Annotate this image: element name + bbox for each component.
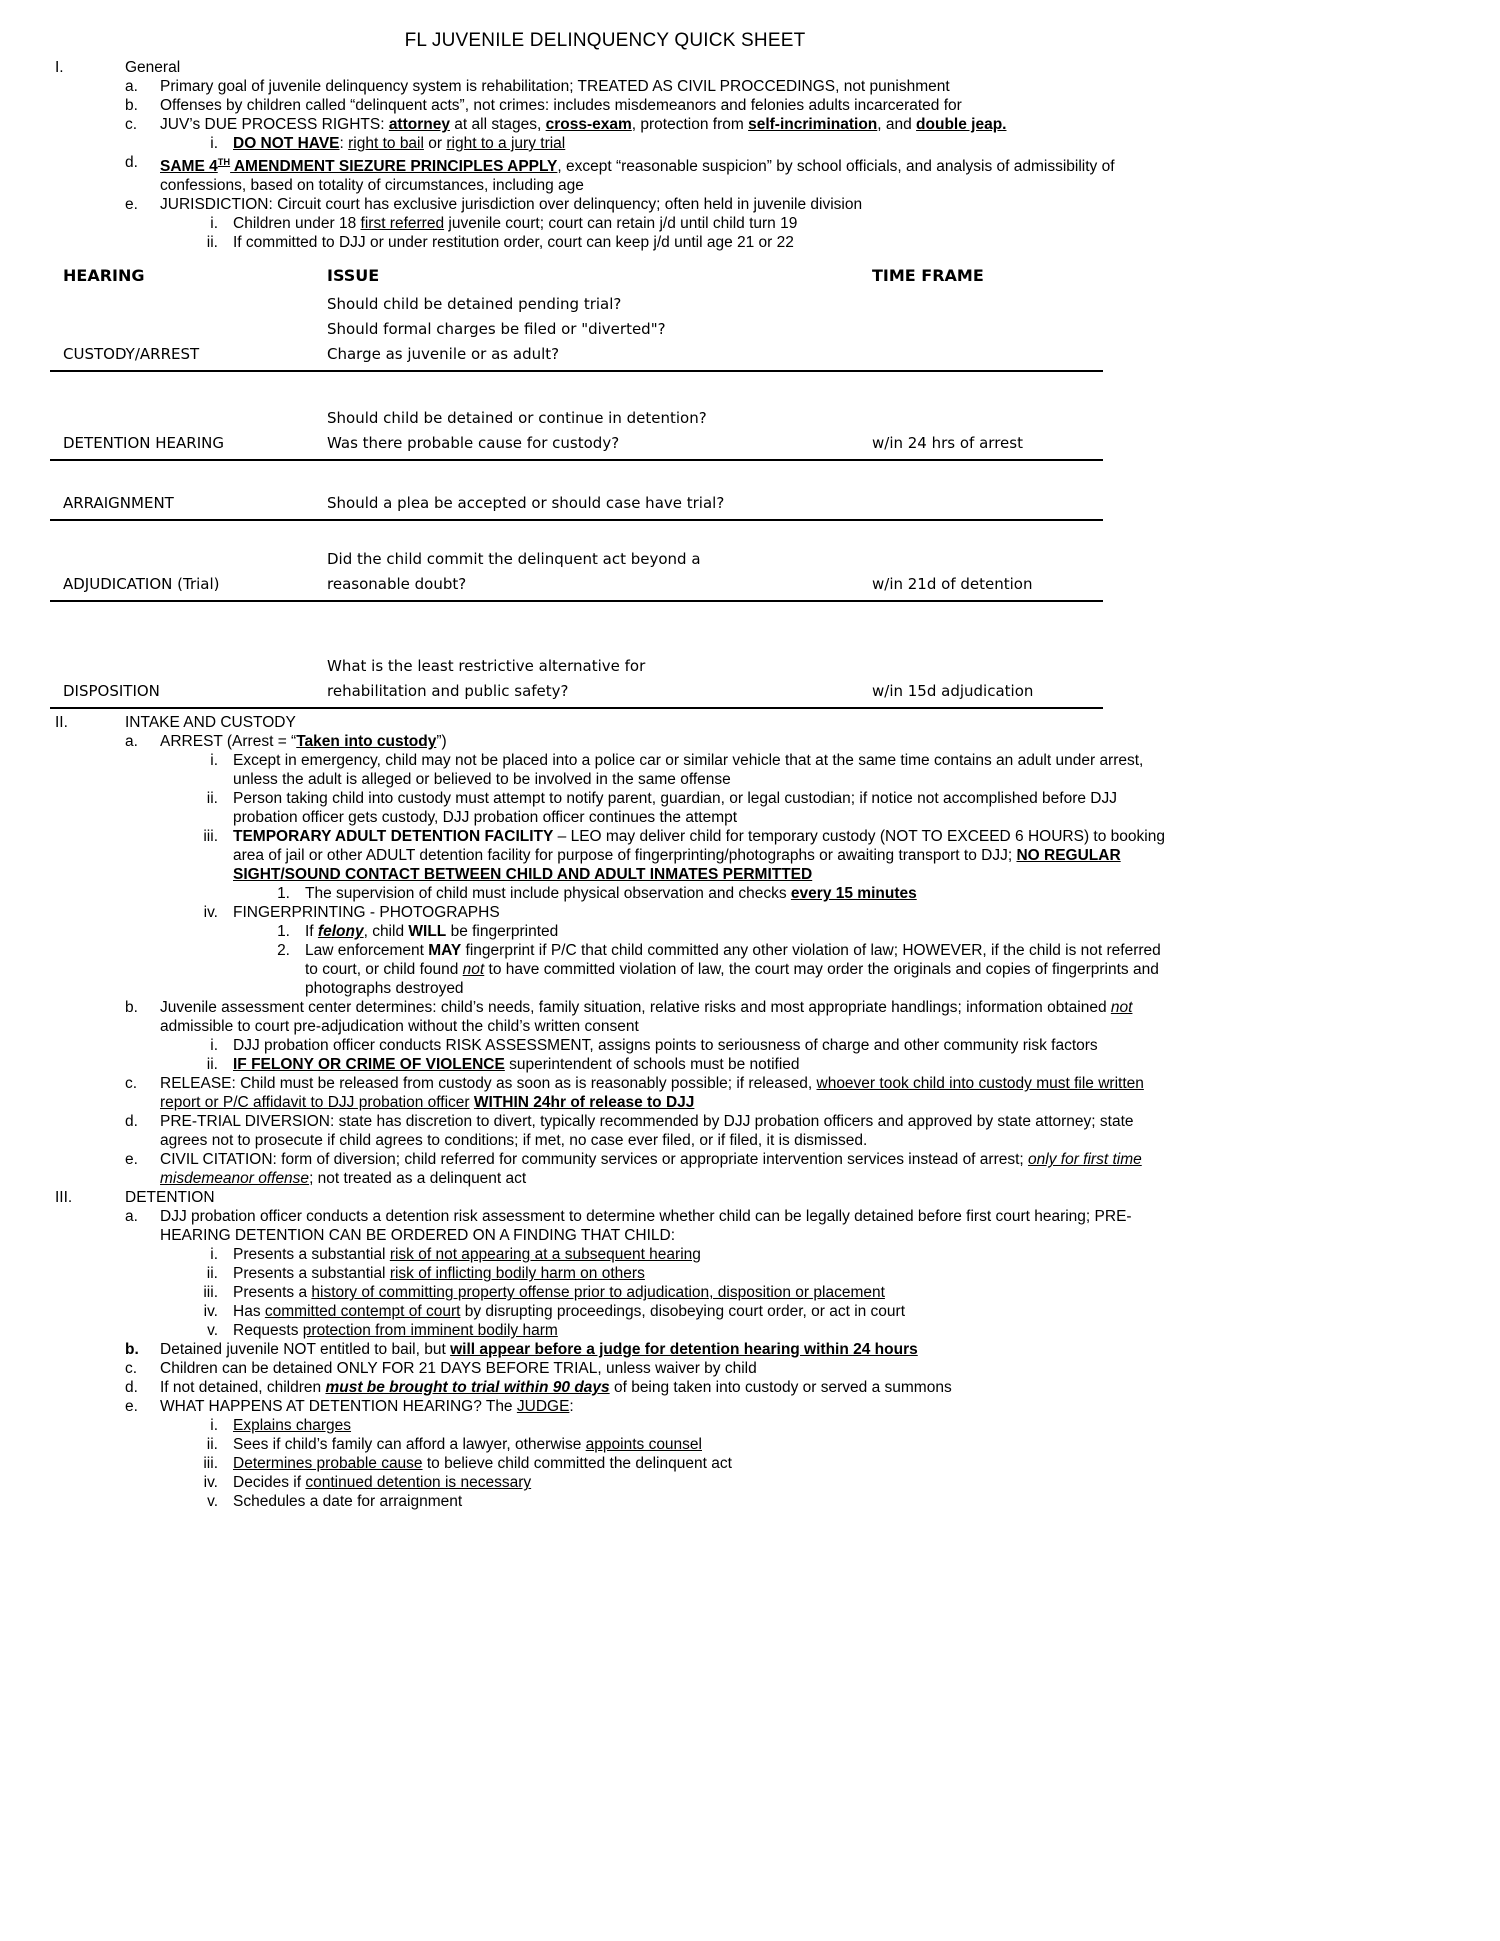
text-segment: Offenses by children called “delinquent acts”, not crimes: includes misdemeanors and felonies adults incarcerated for (160, 97, 962, 114)
outline-line (50, 1416, 1168, 1435)
list-marker: III. (55, 1189, 73, 1207)
text-segment: DO NOT HAVE (233, 135, 340, 152)
line-text (305, 922, 1168, 941)
text-segment: Children can be detained ONLY FOR 21 DAYS BEFORE TRIAL, unless waiver by child (160, 1360, 757, 1378)
list-marker: iv. (203, 1303, 218, 1321)
outline-line (50, 1492, 1168, 1511)
text-segment: or (423, 135, 447, 152)
outline-line (50, 195, 1168, 214)
text-segment: Presents a (233, 1284, 312, 1302)
outline-line (50, 1321, 1168, 1340)
list-marker: d. (125, 154, 138, 171)
list-marker: d. (125, 1379, 138, 1397)
list-marker: i. (210, 752, 218, 770)
outline-line (50, 233, 1168, 252)
issue-cell (327, 491, 872, 516)
line-text (125, 713, 1168, 732)
list-marker: iii. (203, 1284, 218, 1302)
line-text (160, 1397, 1168, 1416)
text-segment: TH (217, 157, 231, 167)
line-text (233, 1036, 1168, 1055)
line-text (160, 195, 1168, 214)
text-segment: If not detained, children (160, 1379, 326, 1397)
text-segment: MAY (428, 942, 462, 960)
issue-line: rehabilitation and public safety? (327, 682, 569, 701)
text-segment: history of committing property offense prior to adjudication, disposition or placement (311, 1284, 885, 1302)
text-segment: be fingerprinted (446, 923, 559, 941)
text-segment: WITHIN 24hr of release to DJJ (473, 1094, 695, 1112)
list-marker: ii. (206, 1265, 218, 1283)
issue-line: Should formal charges be filed or "diverted"? (327, 320, 666, 339)
issue-line: Should child be detained pending trial? (327, 295, 622, 314)
line-text (233, 789, 1168, 827)
outline-line (50, 1378, 1168, 1397)
outline-line (50, 827, 1168, 884)
line-text (160, 998, 1168, 1036)
line-text (233, 233, 1168, 252)
text-segment: Schedules a date for arraignment (233, 1493, 463, 1511)
text-segment: NO REGULAR SIGHT/SOUND CONTACT BETWEEN CHILD AND ADULT INMATES PERMITTED (233, 847, 1121, 884)
outline-line (50, 1074, 1168, 1112)
issue-line: Did the child commit the delinquent act beyond a (327, 550, 701, 569)
table-row (50, 654, 1103, 709)
list-marker: ii. (206, 234, 218, 252)
text-segment: superintendent of schools must be notified (504, 1056, 800, 1074)
list-marker: i. (210, 1417, 218, 1435)
list-marker: d. (125, 1113, 138, 1131)
list-marker: b. (125, 1341, 139, 1359)
table-row (50, 547, 1103, 602)
line-text (305, 884, 1168, 903)
outline-line (50, 1340, 1168, 1359)
text-segment: right to bail (348, 135, 424, 152)
list-marker: 1. (277, 923, 290, 941)
text-segment: self-incrimination (748, 116, 878, 133)
text-segment: Explains charges (233, 1417, 352, 1435)
text-segment: The supervision of child must include physical observation and checks (305, 885, 791, 903)
outline-line (50, 1454, 1168, 1473)
list-marker: c. (125, 1360, 138, 1378)
list-marker: i. (210, 215, 218, 233)
outline-line (50, 732, 1168, 751)
hearing-cell: DETENTION HEARING (63, 434, 224, 453)
list-marker: i. (210, 1037, 218, 1055)
issue-line: Should a plea be accepted or should case have trial? (327, 494, 725, 513)
list-marker: 2. (277, 942, 290, 960)
outline-line (50, 1036, 1168, 1055)
line-text (160, 1207, 1168, 1245)
text-segment: WILL (408, 923, 447, 941)
text-segment: by disrupting proceedings, disobeying court order, or act in court (460, 1303, 906, 1321)
issue-line: Charge as juvenile or as adult? (327, 345, 560, 364)
hearing-cell: DISPOSITION (63, 682, 160, 701)
outline-line (50, 1245, 1168, 1264)
list-marker: b. (125, 999, 138, 1017)
column-header-hearing: HEARING (63, 266, 145, 286)
text-segment: DETENTION (125, 1189, 215, 1207)
text-segment: Sees if child’s family can afford a lawyer, otherwise (233, 1436, 586, 1454)
list-marker: iii. (203, 828, 218, 846)
text-segment: JUDGE (516, 1398, 570, 1416)
line-text (160, 77, 1168, 96)
text-segment: felony (317, 923, 364, 941)
line-text (233, 1473, 1168, 1492)
line-text (233, 1055, 1168, 1074)
text-segment: Determines probable cause (233, 1455, 423, 1473)
issue-line: Should child be detained or continue in detention? (327, 409, 707, 428)
table-header-row (50, 266, 1103, 286)
hearing-cell: ADJUDICATION (Trial) (63, 575, 220, 594)
text-segment: : (339, 135, 349, 152)
line-text (233, 1416, 1168, 1435)
text-segment: TEMPORARY ADULT DETENTION FACILITY (233, 828, 554, 846)
line-text (233, 1245, 1168, 1264)
line-text (233, 751, 1168, 789)
line-text (233, 1283, 1168, 1302)
line-text (160, 1150, 1168, 1188)
text-segment: ”) (436, 733, 447, 751)
text-segment: risk of not appearing at a subsequent hearing (389, 1246, 701, 1264)
outline-line (50, 903, 1168, 922)
text-segment: WHAT HAPPENS AT DETENTION HEARING? The (160, 1398, 517, 1416)
text-segment: PRE-TRIAL DIVERSION: state has discretion to divert, typically recommended by DJJ probation officers and approved by state attorney; state agrees not to prosecute if child agrees to conditions; if met, no case ever filed, or if filed, it is dismissed. (160, 1113, 1134, 1150)
timeframe-cell: w/in 21d of detention (872, 575, 1033, 594)
hearing-table (50, 266, 1500, 709)
text-segment: at all stages, (449, 116, 546, 133)
text-segment: INTAKE AND CUSTODY (125, 714, 296, 732)
text-segment: Decides if (233, 1474, 306, 1492)
line-text (160, 96, 1168, 115)
text-segment: JURISDICTION: Circuit court has exclusive jurisdiction over delinquency; often held in juvenile division (160, 196, 863, 214)
text-segment: continued detention is necessary (305, 1474, 532, 1492)
line-text (233, 1302, 1168, 1321)
text-segment: juvenile court; court can retain j/d until child turn 19 (444, 215, 798, 233)
text-segment: double jeap. (916, 116, 1007, 133)
timeframe-cell: w/in 15d adjudication (872, 682, 1034, 701)
column-header-timeframe: TIME FRAME (872, 266, 984, 286)
issue-cell (327, 292, 872, 367)
outline-line (50, 789, 1168, 827)
table-row (50, 292, 1103, 372)
list-marker: iii. (203, 1455, 218, 1473)
text-segment: to believe child committed the delinquent act (422, 1455, 732, 1473)
text-segment: , and (877, 116, 917, 133)
list-marker: a. (125, 78, 138, 95)
list-marker: ii. (206, 1056, 218, 1074)
list-marker: ii. (206, 1436, 218, 1454)
timeframe-cell: w/in 24 hrs of arrest (872, 434, 1023, 453)
text-segment: of being taken into custody or served a summons (609, 1379, 952, 1397)
list-marker: iv. (203, 1474, 218, 1492)
text-segment: must be brought to trial within 90 days (325, 1379, 610, 1397)
text-segment: Detained juvenile NOT entitled to bail, but (160, 1341, 451, 1359)
issue-cell (327, 547, 872, 597)
text-segment: not (1110, 999, 1133, 1017)
outline-line (50, 941, 1168, 998)
text-segment: DJJ probation officer conducts RISK ASSESSMENT, assigns points to seriousness of charge and other community risk factors (233, 1037, 1098, 1055)
outline-line (50, 1302, 1168, 1321)
text-segment: If committed to DJJ or under restitution order, court can keep j/d until age 21 or 22 (233, 234, 794, 252)
text-segment: admissible to court pre-adjudication without the child’s written consent (160, 1018, 639, 1036)
outline-top-section (50, 58, 1500, 252)
text-segment: DJJ probation officer conducts a detention risk assessment to determine whether child can be legally detained before first court hearing; PRE-HEARING DETENTION CAN BE ORDERED ON A FINDING THAT CHILD: (160, 1208, 1132, 1245)
text-segment: SAME 4 (160, 158, 218, 176)
outline-line (50, 1150, 1168, 1188)
text-segment: ; not treated as a delinquent act (309, 1170, 527, 1188)
text-segment: will appear before a judge for detention hearing within 24 hours (450, 1341, 918, 1359)
list-marker: i. (210, 135, 218, 152)
text-segment: , except “reasonable suspicion” by school officials, and analysis of admissibility of confessions, based on totality of circumstances, including age (160, 158, 1115, 195)
text-segment: General (125, 59, 181, 76)
list-marker: v. (207, 1322, 218, 1340)
outline-line (50, 1264, 1168, 1283)
outline-line (50, 751, 1168, 789)
text-segment: CIVIL CITATION: form of diversion; child referred for community services or appropriate intervention services instead of arrest; (160, 1151, 1029, 1169)
list-marker: ii. (206, 790, 218, 808)
outline-line (50, 96, 1168, 115)
text-segment: ARREST (Arrest = “ (160, 733, 297, 751)
text-segment: to have committed violation of law, the court may order the originals and copies of fingerprints and photographs destroyed (305, 961, 1159, 998)
line-text (160, 732, 1168, 751)
outline-bottom-section (50, 713, 1500, 1511)
outline-line (50, 153, 1168, 195)
table-row (50, 491, 1103, 521)
text-segment: first referred (360, 215, 445, 233)
text-segment: – LEO may deliver child for temporary custody (NOT TO EXCEED 6 HOURS) to booking area of jail or other ADULT detention facility for purpose of fingerprinting/photographs or awaiting transport to DJJ; (233, 828, 1165, 865)
outline-line (50, 115, 1168, 134)
text-segment: every 15 minutes (790, 885, 917, 903)
outline-line (50, 58, 1168, 77)
issue-cell (327, 406, 872, 456)
text-segment: Primary goal of juvenile delinquency system is rehabilitation; TREATED AS CIVIL PROCCEDINGS, not punishment (160, 78, 950, 95)
text-segment: Requests (233, 1322, 303, 1340)
line-text (233, 1492, 1168, 1511)
outline-line (50, 922, 1168, 941)
outline-line (50, 1283, 1168, 1302)
text-segment: cross-exam (545, 116, 632, 133)
line-text (160, 1112, 1168, 1150)
outline-line (50, 884, 1168, 903)
outline-line (50, 713, 1168, 732)
text-segment: only for first time misdemeanor offense (160, 1151, 1142, 1188)
outline-line (50, 1435, 1168, 1454)
line-text (125, 1188, 1168, 1207)
text-segment: appoints counsel (585, 1436, 702, 1454)
text-segment: If (305, 923, 318, 941)
line-text (305, 941, 1168, 998)
text-segment: risk of inflicting bodily harm on others (389, 1265, 645, 1283)
text-segment: Has (233, 1303, 265, 1321)
line-text (160, 1340, 1168, 1359)
list-marker: v. (207, 1493, 218, 1511)
line-text (233, 1454, 1168, 1473)
list-marker: c. (125, 1075, 138, 1093)
list-marker: e. (125, 1151, 138, 1169)
list-marker: II. (55, 714, 68, 732)
line-text (233, 827, 1168, 884)
text-segment: AMENDMENT SIEZURE PRINCIPLES APPLY (230, 158, 558, 176)
text-segment: , protection from (631, 116, 749, 133)
list-marker: a. (125, 1208, 138, 1226)
list-marker: I. (55, 59, 64, 76)
list-marker: iv. (203, 904, 218, 922)
line-text (233, 134, 1168, 153)
line-text (160, 1378, 1168, 1397)
list-marker: e. (125, 196, 138, 214)
outline-line (50, 77, 1168, 96)
issue-line: reasonable doubt? (327, 575, 467, 594)
outline-line (50, 1055, 1168, 1074)
text-segment: Except in emergency, child may not be placed into a police car or similar vehicle that at the same time contains an adult under arrest, unless the adult is alleged or believed to be involved in the same offense (233, 752, 1144, 789)
table-row (50, 406, 1103, 461)
outline-line (50, 1397, 1168, 1416)
text-segment: Taken into custody (296, 733, 437, 751)
text-segment: : (569, 1398, 574, 1416)
text-segment: right to a jury trial (446, 135, 566, 152)
outline-line (50, 214, 1168, 233)
line-text (125, 58, 1168, 77)
outline-line (50, 1188, 1168, 1207)
list-marker: c. (125, 116, 138, 133)
list-marker: e. (125, 1398, 138, 1416)
list-marker: i. (210, 1246, 218, 1264)
text-segment: FINGERPRINTING - PHOTOGRAPHS (233, 904, 500, 922)
list-marker: 1. (277, 885, 290, 903)
line-text (233, 214, 1168, 233)
issue-line: What is the least restrictive alternative for (327, 657, 646, 676)
text-segment: committed contempt of court (264, 1303, 461, 1321)
outline-line (50, 134, 1168, 153)
text-segment: Law enforcement (305, 942, 429, 960)
outline-line (50, 998, 1168, 1036)
issue-line: Was there probable cause for custody? (327, 434, 620, 453)
line-text (160, 1359, 1168, 1378)
text-segment: IF FELONY OR CRIME OF VIOLENCE (233, 1056, 505, 1074)
text-segment: Juvenile assessment center determines: child’s needs, family situation, relative risks and most appropriate handlings; information obtained (160, 999, 1111, 1017)
line-text (233, 1321, 1168, 1340)
text-segment: RELEASE: Child must be released from custody as soon as is reasonably possible; if released, (160, 1075, 817, 1093)
text-segment: Presents a substantial (233, 1246, 390, 1264)
column-header-issue: ISSUE (327, 266, 380, 286)
outline-line (50, 1359, 1168, 1378)
text-segment: protection from imminent bodily harm (302, 1322, 558, 1340)
text-segment: JUV’s DUE PROCESS RIGHTS: (160, 116, 389, 133)
outline-line (50, 1473, 1168, 1492)
page-title: FL JUVENILE DELINQUENCY QUICK SHEET (404, 30, 806, 51)
text-segment: not (462, 961, 485, 979)
hearing-cell: ARRAIGNMENT (63, 494, 174, 513)
text-segment: whoever took child into custody must file written report or P/C affidavit to DJJ probation officer (160, 1075, 1144, 1112)
text-segment: attorney (388, 116, 450, 133)
list-marker: a. (125, 733, 138, 751)
hearing-cell: CUSTODY/ARREST (63, 345, 200, 364)
line-text (233, 1435, 1168, 1454)
table-body (50, 292, 1500, 709)
text-segment: Person taking child into custody must attempt to notify parent, guardian, or legal custodian; if notice not accomplished before DJJ probation officer gets custody, DJJ probation officer continues the attempt (233, 790, 1117, 827)
line-text (160, 115, 1168, 134)
line-text (160, 1074, 1168, 1112)
outline-line (50, 1207, 1168, 1245)
text-segment: fingerprint if P/C that child committed any other violation of law; HOWEVER, if the child is not referred to court, or child found (305, 942, 1161, 979)
list-marker: b. (125, 97, 138, 114)
outline-line (50, 1112, 1168, 1150)
line-text (160, 153, 1168, 195)
text-segment: Presents a substantial (233, 1265, 390, 1283)
line-text (233, 1264, 1168, 1283)
line-text (233, 903, 1168, 922)
text-segment: Children under 18 (233, 215, 361, 233)
issue-cell (327, 654, 872, 704)
text-segment: , child (363, 923, 409, 941)
